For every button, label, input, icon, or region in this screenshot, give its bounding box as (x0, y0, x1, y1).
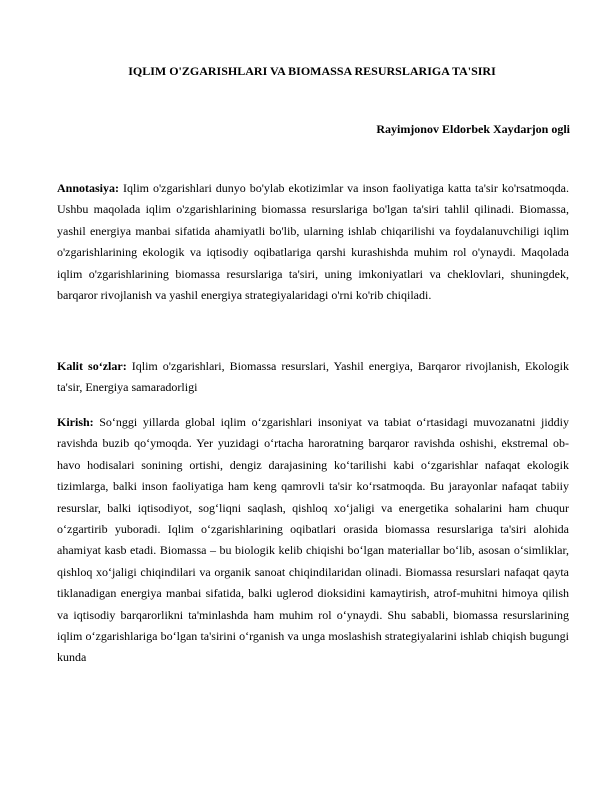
keywords-paragraph (57, 356, 569, 399)
abstract-paragraph (57, 178, 569, 306)
introduction-label: Kirish: (57, 415, 94, 429)
author-name: Rayimjonov Eldorbek Xaydarjon ogli (376, 122, 570, 136)
introduction-paragraph (57, 412, 569, 669)
abstract-label: Annotasiya: (57, 181, 120, 195)
keywords-text: Iqlim o'zgarishlari, Biomassa resurslari, Yashil energiya, Barqaror rivojlanish, Ekologik ta'sir, Energiya samaradorligi (57, 359, 569, 395)
keywords-label: Kalit so‘zlar: (57, 359, 127, 373)
abstract-text: Iqlim o'zgarishlari dunyo bo'ylab ekotizimlar va inson faoliyatiga katta ta'sir ko'rsatmoqda. Ushbu maqolada iqlim o'zgarishlarining biomassa resurslariga bo'lgan ta'siri tahlil qilinadi. Biomassa, yashil energiya manbai sifatida ahamiyatli bo'lib, ularning ishlab chiqarilishi va foydalanuvchiligi iqlim o'zgarishlarining ekologik va iqtisodiy oqibatlariga qarshi kurashishda muhim rol o'ynaydi. Maqolada iqlim o'zgarishlarining biomassa resurslariga ta'siri, uning imkoniyatlari va cheklovlari, shuningdek, barqaror rivojlanish va yashil energiya strategiyalaridagi o'rni ko'rib chiqiladi. (57, 181, 569, 303)
introduction-text: So‘nggi yillarda global iqlim o‘zgarishlari insoniyat va tabiat o‘rtasidagi muvozanatni jiddiy ravishda buzib qo‘ymoqda. Yer yuzidagi o‘rtacha haroratning barqaror ravishda oshishi, ekstremal ob-havo hodisalari sonining ortishi, dengiz darajasining ko‘tarilishi kabi o‘zgarishlar nafaqat ekologik tizimlarga, balki inson faoliyatiga ham keng qamrovli ta'sir ko‘rsatmoqda. Bu jarayonlar nafaqat tabiiy resurslar, balki iqtisodiyot, sog‘liqni saqlash, qishloq xo‘jaligi va energetika sohalarini ham chuqur o‘zgartirib yuboradi. Iqlim o‘zgarishlarining oqibatlari orasida biomassa resurslariga ta'siri alohida ahamiyat kasb etadi. Biomassa – bu biologik kelib chiqishi bo‘lgan materiallar bo‘lib, asosan o‘simliklar, qishloq xo‘jaligi chiqindilari va organik sanoat chiqindilaridan olinadi. Biomassa resurslari nafaqat qayta tiklanadigan energiya manbai sifatida, balki uglerod dioksidini kamaytirish, atrof-muhitni himoya qilish va iqtisodiy barqarorlikni ta'minlashda ham muhim rol o‘ynaydi. Shu sababli, biomassa resurslarining iqlim o‘zgarishlariga bo‘lgan ta'sirini o‘rganish va unga moslashish strategiyalarini ishlab chiqish bugungi kunda (57, 415, 569, 665)
document-title: IQLIM O'ZGARISHLARI VA BIOMASSA RESURSLARIGA TA'SIRI (128, 64, 496, 78)
